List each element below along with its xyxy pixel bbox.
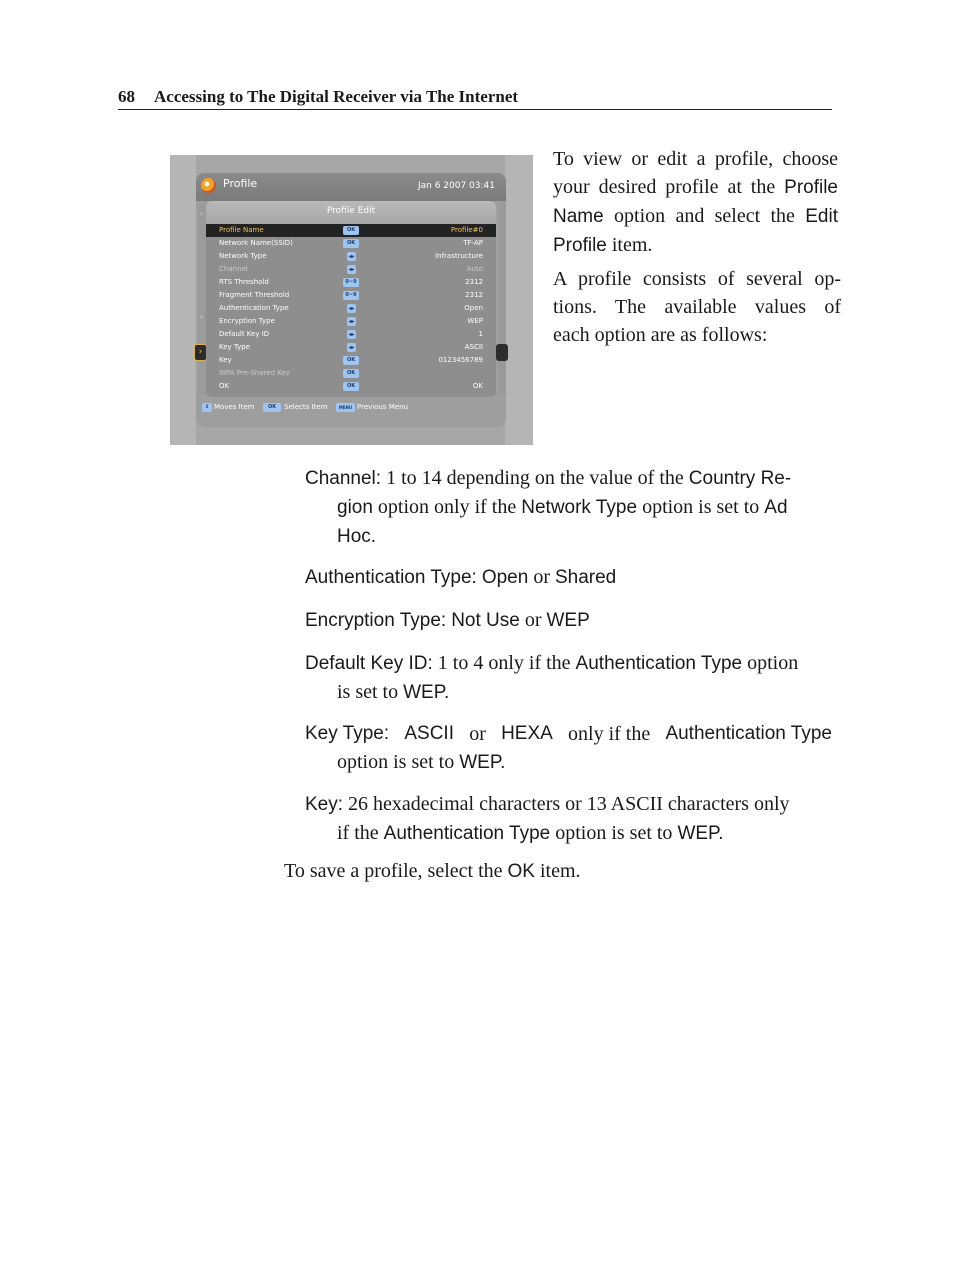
ui-term: Country Re-	[688, 468, 792, 489]
row-label: Network Name(SSID)	[219, 239, 293, 247]
row-value: WEP	[467, 317, 483, 325]
left-right-arrows-icon: ◂▸	[348, 344, 355, 351]
text-run: item.	[606, 234, 653, 256]
text-run: 1 to 14 depending on the value of the	[381, 467, 689, 489]
panel-title: Profile Edit	[326, 206, 376, 216]
row-label: Profile Name	[219, 226, 264, 234]
text-run: To save a profile, select the	[284, 860, 508, 882]
ui-term: OK	[507, 861, 535, 882]
moves-item-label: Moves Item	[214, 403, 255, 411]
ui-term: HEXA	[501, 723, 553, 744]
profile-logo-icon	[201, 178, 216, 193]
text-line: each option are as follows:	[553, 324, 768, 346]
row-value: 1	[478, 330, 483, 338]
left-right-arrows-icon: ◂▸	[348, 305, 355, 312]
option-authentication-type	[305, 563, 835, 592]
row-label: OK	[219, 382, 230, 390]
text-run: 1 to 4 only if the	[432, 652, 576, 674]
row-profile-name[interactable]	[206, 224, 496, 237]
text-run: .	[443, 682, 450, 703]
text-run: or	[469, 723, 486, 745]
row-value: 0123456789	[438, 356, 483, 364]
left-right-arrows-icon: ◂▸	[348, 331, 355, 338]
text-line	[305, 563, 835, 592]
profile-edit-screenshot	[170, 155, 533, 445]
text-line	[305, 606, 835, 635]
row-label: Default Key ID	[219, 330, 270, 338]
menu-key-icon: MENU	[336, 403, 355, 412]
text-run: or	[519, 609, 547, 631]
ui-term: Not Use	[451, 610, 520, 631]
active-chevron-icon: ›	[194, 344, 207, 361]
ui-term: Name	[553, 206, 604, 227]
text-line	[553, 173, 838, 202]
ok-key-icon: OK	[343, 356, 359, 365]
row-channel[interactable]	[206, 263, 496, 276]
text-line	[553, 231, 838, 260]
option-term: Channel:	[305, 468, 382, 489]
previous-menu-label: Previous Menu	[357, 403, 409, 411]
text-line	[305, 819, 835, 848]
row-label: Network Type	[219, 252, 267, 260]
text-run: option and select the	[603, 205, 806, 227]
ui-term: Authentication Type	[665, 723, 832, 744]
ok-key-icon: OK	[343, 239, 359, 248]
intro-paragraph-2	[553, 265, 841, 349]
right-side-strip	[498, 203, 506, 395]
right-tab-marker	[496, 344, 508, 361]
screen-date: Jan 6 2007 03:41	[417, 181, 495, 191]
number-keys-icon: 0~9	[343, 291, 359, 300]
ui-term: Ad	[764, 497, 788, 518]
text-run: only if the	[568, 723, 651, 745]
up-down-arrows-icon: ⇕	[202, 403, 212, 412]
row-value: TF-AP	[463, 239, 483, 247]
ui-term: WEP	[677, 823, 719, 844]
row-value: ASCII	[464, 343, 483, 351]
ui-term: Profile	[784, 177, 838, 198]
left-right-arrows-icon: ◂▸	[348, 253, 355, 260]
row-value: Auto	[466, 265, 483, 273]
text-line	[305, 493, 835, 522]
intro-paragraph-1	[553, 145, 838, 260]
text-line: tions. The available values of	[553, 296, 841, 318]
text-line	[305, 649, 835, 678]
option-term: Key:	[305, 794, 344, 815]
text-run: your desired profile at the	[553, 176, 785, 198]
row-label: Channel	[219, 265, 248, 273]
ui-term: WEP	[546, 610, 590, 631]
row-authentication-type[interactable]	[206, 302, 496, 315]
row-value: OK	[472, 382, 483, 390]
option-default-key-id	[305, 649, 835, 707]
running-header	[118, 87, 832, 110]
ui-term: Open	[481, 567, 529, 588]
ui-term: Network Type	[521, 497, 638, 518]
text-run: option	[742, 652, 799, 674]
row-value: 2312	[465, 278, 483, 286]
text-line	[305, 748, 832, 777]
screen-edge-right	[505, 155, 533, 445]
number-keys-icon: 0~9	[343, 278, 359, 287]
option-term: Key Type:	[305, 723, 390, 744]
screen-app-title: Profile	[223, 177, 258, 190]
selects-item-label: Selects Item	[284, 403, 328, 411]
ui-term: Profile	[553, 235, 607, 256]
text-run: if the	[337, 822, 384, 844]
option-encryption-type	[305, 606, 835, 635]
text-run: is set to	[337, 681, 404, 703]
ok-key-icon: OK	[343, 369, 359, 378]
text-run: option is set to	[637, 496, 765, 518]
option-term: Authentication Type:	[305, 567, 477, 588]
row-encryption-type[interactable]	[206, 315, 496, 328]
page-number: 68	[118, 87, 135, 106]
screen-edge-left	[170, 155, 196, 445]
row-label: RTS Threshold	[219, 278, 269, 286]
row-key[interactable]	[206, 354, 496, 367]
text-line	[305, 720, 832, 748]
text-line	[553, 202, 838, 231]
ui-term: Shared	[554, 567, 617, 588]
row-rts-threshold[interactable]	[206, 276, 496, 289]
row-value: Open	[464, 304, 483, 312]
row-ok[interactable]	[206, 380, 496, 393]
option-key	[305, 790, 835, 848]
option-key-type	[305, 720, 832, 777]
ui-term: WEP	[403, 682, 444, 703]
ui-term: Edit	[805, 206, 838, 227]
row-value: 2312	[465, 291, 483, 299]
text-line	[284, 857, 834, 886]
chevron-right-icon: ›	[200, 209, 204, 218]
ui-term: gion	[337, 497, 373, 518]
ui-term: ASCII	[404, 723, 454, 744]
chevron-right-icon: ›	[200, 312, 204, 321]
text-run: .	[718, 823, 724, 844]
ui-term: WEP	[459, 752, 501, 773]
text-run: or	[528, 566, 555, 588]
ui-term: Authentication Type	[383, 823, 551, 844]
row-fragment-threshold[interactable]	[206, 289, 496, 302]
row-network-name[interactable]	[206, 237, 496, 250]
text-run: option only if the	[372, 496, 522, 518]
ui-term: Authentication Type	[575, 653, 743, 674]
row-label: Fragment Threshold	[219, 291, 290, 299]
option-term: Encryption Type:	[305, 610, 447, 631]
text-run: option is set to	[550, 822, 678, 844]
left-right-arrows-icon: ◂▸	[348, 318, 355, 325]
text-line: To view or edit a profile, choose	[553, 148, 838, 170]
left-right-arrows-icon: ◂▸	[348, 266, 355, 273]
row-label: Key Type	[219, 343, 250, 351]
left-side-strip	[199, 203, 206, 395]
profile-fields-list	[206, 224, 496, 393]
chapter-title: Accessing to The Digital Receiver via The Internet	[154, 87, 519, 106]
text-line	[305, 678, 835, 707]
row-label: WPA Pre-Shared Key	[219, 369, 290, 377]
row-network-type[interactable]	[206, 250, 496, 263]
text-run: option is set to	[337, 751, 460, 773]
row-value: Profile#0	[450, 226, 483, 234]
row-label: Authentication Type	[219, 304, 289, 312]
row-default-key-id[interactable]	[206, 328, 496, 341]
ok-key-icon: OK	[343, 226, 359, 235]
text-run: 26 hexadecimal characters or 13 ASCII characters only	[343, 793, 790, 815]
closing-paragraph	[284, 857, 834, 886]
text-run: .	[500, 752, 506, 773]
row-label: Key	[219, 356, 232, 364]
row-label: Encryption Type	[219, 317, 275, 325]
option-term: Default Key ID:	[305, 653, 433, 674]
ok-key-icon: OK	[343, 382, 359, 391]
text-line	[305, 790, 835, 819]
text-line: A profile consists of several op-	[553, 268, 841, 290]
text-line	[305, 522, 835, 551]
row-key-type[interactable]	[206, 341, 496, 354]
row-value: Infrastructure	[435, 252, 483, 260]
text-run: item.	[534, 860, 581, 882]
screen-footer-help	[196, 399, 506, 419]
text-run: .	[370, 526, 377, 547]
text-line	[305, 464, 835, 493]
ui-term: Hoc	[337, 526, 371, 547]
row-wpa-pre-shared-key[interactable]	[206, 367, 496, 380]
ok-key-icon: OK	[263, 403, 281, 412]
option-channel	[305, 464, 835, 551]
